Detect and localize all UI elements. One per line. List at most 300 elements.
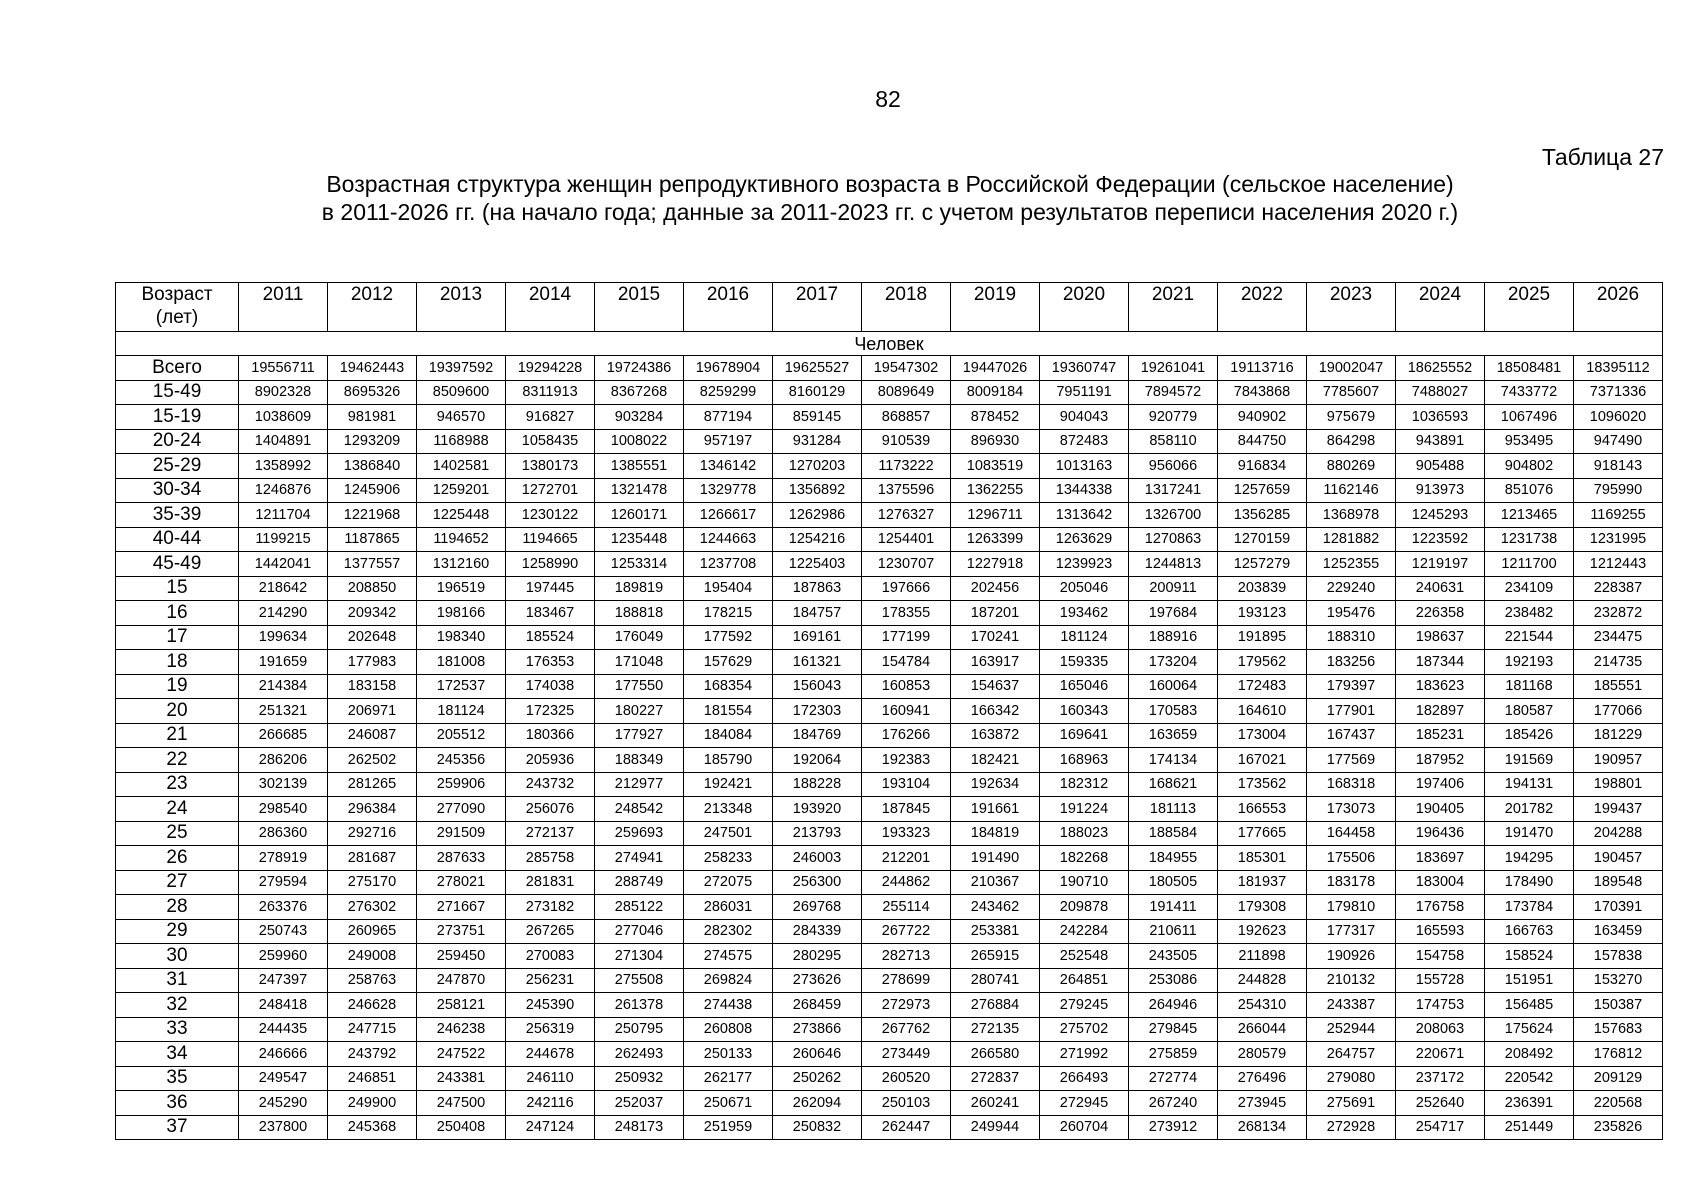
value-cell: 1173222 xyxy=(862,454,951,479)
unit-label: Человек xyxy=(116,332,1663,356)
value-cell: 173073 xyxy=(1307,797,1396,822)
table-row xyxy=(116,919,1663,944)
value-cell: 266493 xyxy=(1040,1066,1129,1091)
value-cell: 1356892 xyxy=(773,478,862,503)
year-column-header: 2013 xyxy=(417,283,506,332)
title-line-2: в 2011-2026 гг. (на начало года; данные за 2011-2023 гг. с учетом результатов переписи населения 2020 г.) xyxy=(321,199,1459,225)
value-cell: 177317 xyxy=(1307,919,1396,944)
value-cell: 262094 xyxy=(773,1091,862,1116)
value-cell: 213793 xyxy=(773,821,862,846)
value-cell: 181008 xyxy=(417,650,506,675)
value-cell: 220671 xyxy=(1396,1042,1485,1067)
value-cell: 181937 xyxy=(1218,870,1307,895)
value-cell: 1312160 xyxy=(417,552,506,577)
value-cell: 252944 xyxy=(1307,1017,1396,1042)
value-cell: 197684 xyxy=(1129,601,1218,626)
value-cell: 272945 xyxy=(1040,1091,1129,1116)
value-cell: 196519 xyxy=(417,576,506,601)
table-row xyxy=(116,944,1663,969)
value-cell: 245368 xyxy=(328,1115,417,1140)
age-label: 35 xyxy=(116,1066,239,1091)
value-cell: 195476 xyxy=(1307,601,1396,626)
value-cell: 183467 xyxy=(506,601,595,626)
value-cell: 197406 xyxy=(1396,772,1485,797)
value-cell: 276496 xyxy=(1218,1066,1307,1091)
value-cell: 169641 xyxy=(1040,723,1129,748)
value-cell: 200911 xyxy=(1129,576,1218,601)
value-cell: 154637 xyxy=(951,674,1040,699)
value-cell: 168621 xyxy=(1129,772,1218,797)
value-cell: 1257659 xyxy=(1218,478,1307,503)
value-cell: 272774 xyxy=(1129,1066,1218,1091)
age-label: 37 xyxy=(116,1115,239,1140)
value-cell: 168318 xyxy=(1307,772,1396,797)
value-cell: 170391 xyxy=(1574,895,1663,920)
value-cell: 155728 xyxy=(1396,968,1485,993)
value-cell: 237172 xyxy=(1396,1066,1485,1091)
value-cell: 1329778 xyxy=(684,478,773,503)
year-column-header: 2015 xyxy=(595,283,684,332)
value-cell: 273751 xyxy=(417,919,506,944)
value-cell: 1211700 xyxy=(1485,552,1574,577)
value-cell: 250671 xyxy=(684,1091,773,1116)
value-cell: 280579 xyxy=(1218,1042,1307,1067)
value-cell: 180366 xyxy=(506,723,595,748)
value-cell: 190405 xyxy=(1396,797,1485,822)
value-cell: 7951191 xyxy=(1040,380,1129,405)
unit-row xyxy=(116,332,1663,356)
value-cell: 1230122 xyxy=(506,503,595,528)
value-cell: 272137 xyxy=(506,821,595,846)
value-cell: 184819 xyxy=(951,821,1040,846)
value-cell: 272837 xyxy=(951,1066,1040,1091)
value-cell: 256231 xyxy=(506,968,595,993)
value-cell: 198166 xyxy=(417,601,506,626)
value-cell: 1260171 xyxy=(595,503,684,528)
value-cell: 1244663 xyxy=(684,527,773,552)
value-cell: 8311913 xyxy=(506,380,595,405)
value-cell: 245290 xyxy=(239,1091,328,1116)
year-column-header: 2023 xyxy=(1307,283,1396,332)
value-cell: 238482 xyxy=(1485,601,1574,626)
value-cell: 170241 xyxy=(951,625,1040,650)
value-cell: 256319 xyxy=(506,1017,595,1042)
table-row xyxy=(116,797,1663,822)
value-cell: 1266617 xyxy=(684,503,773,528)
value-cell: 916827 xyxy=(506,405,595,430)
table-row xyxy=(116,478,1663,503)
value-cell: 188349 xyxy=(595,748,684,773)
value-cell: 1402581 xyxy=(417,454,506,479)
value-cell: 858110 xyxy=(1129,429,1218,454)
value-cell: 208492 xyxy=(1485,1042,1574,1067)
table-row xyxy=(116,405,1663,430)
value-cell: 1231738 xyxy=(1485,527,1574,552)
value-cell: 246851 xyxy=(328,1066,417,1091)
year-column-header: 2019 xyxy=(951,283,1040,332)
value-cell: 18508481 xyxy=(1485,356,1574,381)
table-row xyxy=(116,772,1663,797)
value-cell: 178490 xyxy=(1485,870,1574,895)
value-cell: 1362255 xyxy=(951,478,1040,503)
value-cell: 1276327 xyxy=(862,503,951,528)
age-label: 36 xyxy=(116,1091,239,1116)
value-cell: 271304 xyxy=(595,944,684,969)
value-cell: 176353 xyxy=(506,650,595,675)
value-cell: 157838 xyxy=(1574,944,1663,969)
value-cell: 1258990 xyxy=(506,552,595,577)
value-cell: 187952 xyxy=(1396,748,1485,773)
value-cell: 258233 xyxy=(684,846,773,871)
value-cell: 258763 xyxy=(328,968,417,993)
value-cell: 292716 xyxy=(328,821,417,846)
value-cell: 18625552 xyxy=(1396,356,1485,381)
value-cell: 247715 xyxy=(328,1017,417,1042)
value-cell: 19261041 xyxy=(1129,356,1218,381)
value-cell: 209342 xyxy=(328,601,417,626)
value-cell: 288749 xyxy=(595,870,684,895)
value-cell: 202648 xyxy=(328,625,417,650)
value-cell: 1386840 xyxy=(328,454,417,479)
value-cell: 192634 xyxy=(951,772,1040,797)
value-cell: 920779 xyxy=(1129,405,1218,430)
value-cell: 253381 xyxy=(951,919,1040,944)
value-cell: 229240 xyxy=(1307,576,1396,601)
value-cell: 260965 xyxy=(328,919,417,944)
value-cell: 278021 xyxy=(417,870,506,895)
year-column-header: 2026 xyxy=(1574,283,1663,332)
value-cell: 8367268 xyxy=(595,380,684,405)
value-cell: 185426 xyxy=(1485,723,1574,748)
value-cell: 247522 xyxy=(417,1042,506,1067)
value-cell: 268134 xyxy=(1218,1115,1307,1140)
value-cell: 1230707 xyxy=(862,552,951,577)
value-cell: 177983 xyxy=(328,650,417,675)
value-cell: 275702 xyxy=(1040,1017,1129,1042)
value-cell: 273866 xyxy=(773,1017,862,1042)
value-cell: 19294228 xyxy=(506,356,595,381)
value-cell: 188228 xyxy=(773,772,862,797)
value-cell: 188310 xyxy=(1307,625,1396,650)
value-cell: 246666 xyxy=(239,1042,328,1067)
value-cell: 916834 xyxy=(1218,454,1307,479)
value-cell: 1368978 xyxy=(1307,503,1396,528)
value-cell: 250408 xyxy=(417,1115,506,1140)
value-cell: 176266 xyxy=(862,723,951,748)
value-cell: 261378 xyxy=(595,993,684,1018)
value-cell: 189548 xyxy=(1574,870,1663,895)
value-cell: 182421 xyxy=(951,748,1040,773)
table-row xyxy=(116,1091,1663,1116)
value-cell: 183004 xyxy=(1396,870,1485,895)
value-cell: 246628 xyxy=(328,993,417,1018)
value-cell: 282302 xyxy=(684,919,773,944)
value-cell: 211898 xyxy=(1218,944,1307,969)
value-cell: 177927 xyxy=(595,723,684,748)
value-cell: 1213465 xyxy=(1485,503,1574,528)
value-cell: 218642 xyxy=(239,576,328,601)
value-cell: 1404891 xyxy=(239,429,328,454)
value-cell: 250795 xyxy=(595,1017,684,1042)
age-label: 27 xyxy=(116,870,239,895)
year-column-header: 2012 xyxy=(328,283,417,332)
table-body xyxy=(116,332,1663,1140)
value-cell: 1254216 xyxy=(773,527,862,552)
value-cell: 243792 xyxy=(328,1042,417,1067)
value-cell: 183256 xyxy=(1307,650,1396,675)
value-cell: 266685 xyxy=(239,723,328,748)
value-cell: 1344338 xyxy=(1040,478,1129,503)
age-label: 19 xyxy=(116,674,239,699)
value-cell: 278699 xyxy=(862,968,951,993)
value-cell: 1169255 xyxy=(1574,503,1663,528)
value-cell: 8160129 xyxy=(773,380,862,405)
value-cell: 1194652 xyxy=(417,527,506,552)
value-cell: 196436 xyxy=(1396,821,1485,846)
value-cell: 260808 xyxy=(684,1017,773,1042)
value-cell: 242116 xyxy=(506,1091,595,1116)
value-cell: 172303 xyxy=(773,699,862,724)
value-cell: 286206 xyxy=(239,748,328,773)
value-cell: 247501 xyxy=(684,821,773,846)
value-cell: 267722 xyxy=(862,919,951,944)
value-cell: 1281882 xyxy=(1307,527,1396,552)
year-column-header: 2025 xyxy=(1485,283,1574,332)
value-cell: 1036593 xyxy=(1396,405,1485,430)
age-label: 26 xyxy=(116,846,239,871)
value-cell: 1262986 xyxy=(773,503,862,528)
value-cell: 182897 xyxy=(1396,699,1485,724)
value-cell: 291509 xyxy=(417,821,506,846)
value-cell: 187201 xyxy=(951,601,1040,626)
value-cell: 1211704 xyxy=(239,503,328,528)
value-cell: 248418 xyxy=(239,993,328,1018)
value-cell: 274575 xyxy=(684,944,773,969)
value-cell: 243505 xyxy=(1129,944,1218,969)
value-cell: 1162146 xyxy=(1307,478,1396,503)
value-cell: 275170 xyxy=(328,870,417,895)
value-cell: 198801 xyxy=(1574,772,1663,797)
age-label: 31 xyxy=(116,968,239,993)
value-cell: 184757 xyxy=(773,601,862,626)
value-cell: 184084 xyxy=(684,723,773,748)
value-cell: 244678 xyxy=(506,1042,595,1067)
table-row xyxy=(116,527,1663,552)
value-cell: 194295 xyxy=(1485,846,1574,871)
table-row xyxy=(116,993,1663,1018)
value-cell: 259906 xyxy=(417,772,506,797)
value-cell: 1194665 xyxy=(506,527,595,552)
year-column-header: 2011 xyxy=(239,283,328,332)
value-cell: 176049 xyxy=(595,625,684,650)
value-cell: 266580 xyxy=(951,1042,1040,1067)
value-cell: 167021 xyxy=(1218,748,1307,773)
age-label: 23 xyxy=(116,772,239,797)
year-column-header: 2020 xyxy=(1040,283,1129,332)
value-cell: 190457 xyxy=(1574,846,1663,871)
value-cell: 188023 xyxy=(1040,821,1129,846)
value-cell: 1293209 xyxy=(328,429,417,454)
value-cell: 180587 xyxy=(1485,699,1574,724)
value-cell: 281687 xyxy=(328,846,417,871)
value-cell: 192193 xyxy=(1485,650,1574,675)
value-cell: 191470 xyxy=(1485,821,1574,846)
value-cell: 154784 xyxy=(862,650,951,675)
value-cell: 1385551 xyxy=(595,454,684,479)
value-cell: 210611 xyxy=(1129,919,1218,944)
value-cell: 191569 xyxy=(1485,748,1574,773)
page-number: 82 xyxy=(875,86,901,112)
value-cell: 263376 xyxy=(239,895,328,920)
value-cell: 174038 xyxy=(506,674,595,699)
value-cell: 1321478 xyxy=(595,478,684,503)
header-row xyxy=(116,283,1663,332)
value-cell: 190710 xyxy=(1040,870,1129,895)
value-cell: 160343 xyxy=(1040,699,1129,724)
table-row xyxy=(116,552,1663,577)
table-row xyxy=(116,1115,1663,1140)
age-label: 35-39 xyxy=(116,503,239,528)
value-cell: 7488027 xyxy=(1396,380,1485,405)
value-cell: 940902 xyxy=(1218,405,1307,430)
value-cell: 177901 xyxy=(1307,699,1396,724)
value-cell: 256300 xyxy=(773,870,862,895)
value-cell: 981981 xyxy=(328,405,417,430)
value-cell: 214384 xyxy=(239,674,328,699)
value-cell: 245390 xyxy=(506,993,595,1018)
table-row xyxy=(116,1017,1663,1042)
value-cell: 188584 xyxy=(1129,821,1218,846)
value-cell: 220542 xyxy=(1485,1066,1574,1091)
value-cell: 160064 xyxy=(1129,674,1218,699)
value-cell: 177592 xyxy=(684,625,773,650)
value-cell: 243732 xyxy=(506,772,595,797)
age-label: 20 xyxy=(116,699,239,724)
value-cell: 244435 xyxy=(239,1017,328,1042)
value-cell: 904043 xyxy=(1040,405,1129,430)
value-cell: 198340 xyxy=(417,625,506,650)
value-cell: 191661 xyxy=(951,797,1040,822)
age-label: 16 xyxy=(116,601,239,626)
value-cell: 8009184 xyxy=(951,380,1040,405)
value-cell: 177665 xyxy=(1218,821,1307,846)
value-cell: 275859 xyxy=(1129,1042,1218,1067)
value-cell: 1346142 xyxy=(684,454,773,479)
value-cell: 181124 xyxy=(1040,625,1129,650)
value-cell: 247124 xyxy=(506,1115,595,1140)
table-row xyxy=(116,454,1663,479)
value-cell: 1096020 xyxy=(1574,405,1663,430)
value-cell: 246238 xyxy=(417,1017,506,1042)
value-cell: 191895 xyxy=(1218,625,1307,650)
value-cell: 904802 xyxy=(1485,454,1574,479)
table-row xyxy=(116,601,1663,626)
value-cell: 185551 xyxy=(1574,674,1663,699)
value-cell: 163459 xyxy=(1574,919,1663,944)
value-cell: 279594 xyxy=(239,870,328,895)
value-cell: 1270203 xyxy=(773,454,862,479)
value-cell: 187863 xyxy=(773,576,862,601)
value-cell: 1313642 xyxy=(1040,503,1129,528)
value-cell: 264851 xyxy=(1040,968,1129,993)
value-cell: 1270863 xyxy=(1129,527,1218,552)
value-cell: 279845 xyxy=(1129,1017,1218,1042)
value-cell: 256076 xyxy=(506,797,595,822)
value-cell: 173784 xyxy=(1485,895,1574,920)
value-cell: 250832 xyxy=(773,1115,862,1140)
value-cell: 157683 xyxy=(1574,1017,1663,1042)
value-cell: 1237708 xyxy=(684,552,773,577)
value-cell: 185301 xyxy=(1218,846,1307,871)
value-cell: 247397 xyxy=(239,968,328,993)
table-row xyxy=(116,821,1663,846)
value-cell: 273449 xyxy=(862,1042,951,1067)
value-cell: 246110 xyxy=(506,1066,595,1091)
value-cell: 273626 xyxy=(773,968,862,993)
value-cell: 1254401 xyxy=(862,527,951,552)
value-cell: 8089649 xyxy=(862,380,951,405)
value-cell: 236391 xyxy=(1485,1091,1574,1116)
value-cell: 184955 xyxy=(1129,846,1218,871)
value-cell: 19556711 xyxy=(239,356,328,381)
value-cell: 203839 xyxy=(1218,576,1307,601)
value-cell: 19724386 xyxy=(595,356,684,381)
value-cell: 232872 xyxy=(1574,601,1663,626)
value-cell: 1252355 xyxy=(1307,552,1396,577)
value-cell: 282713 xyxy=(862,944,951,969)
age-label: 30-34 xyxy=(116,478,239,503)
value-cell: 221544 xyxy=(1485,625,1574,650)
value-cell: 212977 xyxy=(595,772,684,797)
value-cell: 1227918 xyxy=(951,552,1040,577)
value-cell: 176758 xyxy=(1396,895,1485,920)
value-cell: 192623 xyxy=(1218,919,1307,944)
value-cell: 913973 xyxy=(1396,478,1485,503)
value-cell: 191659 xyxy=(239,650,328,675)
value-cell: 284339 xyxy=(773,919,862,944)
age-label: 24 xyxy=(116,797,239,822)
value-cell: 191224 xyxy=(1040,797,1129,822)
value-cell: 159335 xyxy=(1040,650,1129,675)
value-cell: 1239923 xyxy=(1040,552,1129,577)
value-cell: 195404 xyxy=(684,576,773,601)
value-cell: 1356285 xyxy=(1218,503,1307,528)
value-cell: 1223592 xyxy=(1396,527,1485,552)
value-cell: 244862 xyxy=(862,870,951,895)
value-cell: 164458 xyxy=(1307,821,1396,846)
value-cell: 193462 xyxy=(1040,601,1129,626)
title-line-1: Возрастная структура женщин репродуктивного возраста в Российской Федерации (сельское население) xyxy=(326,171,1454,197)
value-cell: 177066 xyxy=(1574,699,1663,724)
table-row xyxy=(116,429,1663,454)
value-cell: 1225448 xyxy=(417,503,506,528)
value-cell: 166553 xyxy=(1218,797,1307,822)
value-cell: 285122 xyxy=(595,895,684,920)
age-label: 34 xyxy=(116,1042,239,1067)
value-cell: 172537 xyxy=(417,674,506,699)
value-cell: 249008 xyxy=(328,944,417,969)
table-row xyxy=(116,576,1663,601)
value-cell: 183697 xyxy=(1396,846,1485,871)
value-cell: 247500 xyxy=(417,1091,506,1116)
value-cell: 199437 xyxy=(1574,797,1663,822)
value-cell: 262447 xyxy=(862,1115,951,1140)
value-cell: 246087 xyxy=(328,723,417,748)
value-cell: 243462 xyxy=(951,895,1040,920)
value-cell: 260520 xyxy=(862,1066,951,1091)
value-cell: 250133 xyxy=(684,1042,773,1067)
table-row xyxy=(116,503,1663,528)
